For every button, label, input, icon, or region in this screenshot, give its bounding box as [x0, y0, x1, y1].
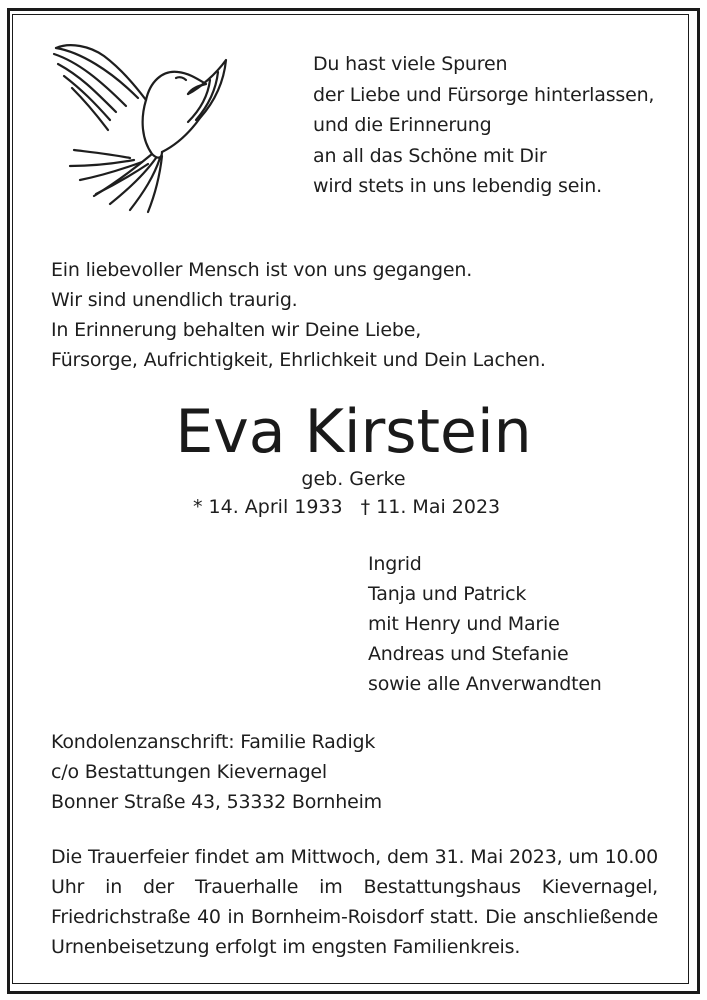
funeral-line: 10.00 Uhr in der Trauerhalle im Bestattungshaus Kievernagel,: [51, 846, 658, 898]
condolence-line: Kondolenzanschrift: Familie Radigk: [51, 731, 376, 753]
condolence-line: Bonner Straße 43, 53332 Bornheim: [51, 791, 382, 813]
funeral-line: Urnenbeisetzung erfolgt im engsten Familienkreis.: [51, 936, 521, 958]
birth-date: * 14. April 1933: [193, 496, 343, 518]
poem: [313, 49, 654, 202]
intro-text: [51, 255, 546, 375]
family-member: Andreas und Stefanie: [368, 643, 569, 665]
family-member: mit Henry und Marie: [368, 613, 560, 635]
deceased-name: Eva Kirstein: [175, 397, 532, 467]
intro-line: In Erinnerung behalten wir Deine Liebe,: [51, 319, 422, 341]
poem-line: an all das Schöne mit Dir: [313, 144, 547, 167]
life-dates: [193, 492, 500, 522]
family-list: [368, 549, 602, 699]
poem-line: der Liebe und Fürsorge hinterlassen,: [313, 83, 655, 106]
family-member: Tanja und Patrick: [368, 583, 527, 605]
intro-line: Fürsorge, Aufrichtigkeit, Ehrlichkeit und Dein Lachen.: [51, 349, 546, 371]
funeral-notice: [51, 842, 658, 962]
dove-icon: [50, 40, 230, 215]
funeral-line: Friedrichstraße 40 in Bornheim-Roisdorf statt. Die anschließende: [51, 906, 658, 928]
family-member: sowie alle Anverwandten: [368, 673, 602, 695]
poem-line: wird stets in uns lebendig sein.: [313, 175, 602, 197]
intro-line: Ein liebevoller Mensch ist von uns gegangen.: [51, 259, 473, 281]
condolence-address: [51, 727, 382, 817]
funeral-line: Die Trauerfeier findet am Mittwoch, dem 31. Mai 2023, um: [51, 846, 599, 868]
poem-line: Du hast viele Spuren: [313, 53, 508, 75]
condolence-line: c/o Bestattungen Kievernagel: [51, 761, 327, 783]
family-member: Ingrid: [368, 553, 422, 575]
death-date: † 11. Mai 2023: [360, 496, 501, 518]
intro-line: Wir sind unendlich traurig.: [51, 289, 298, 311]
maiden-name: geb. Gerke: [301, 468, 406, 490]
poem-line: und die Erinnerung: [313, 114, 492, 136]
